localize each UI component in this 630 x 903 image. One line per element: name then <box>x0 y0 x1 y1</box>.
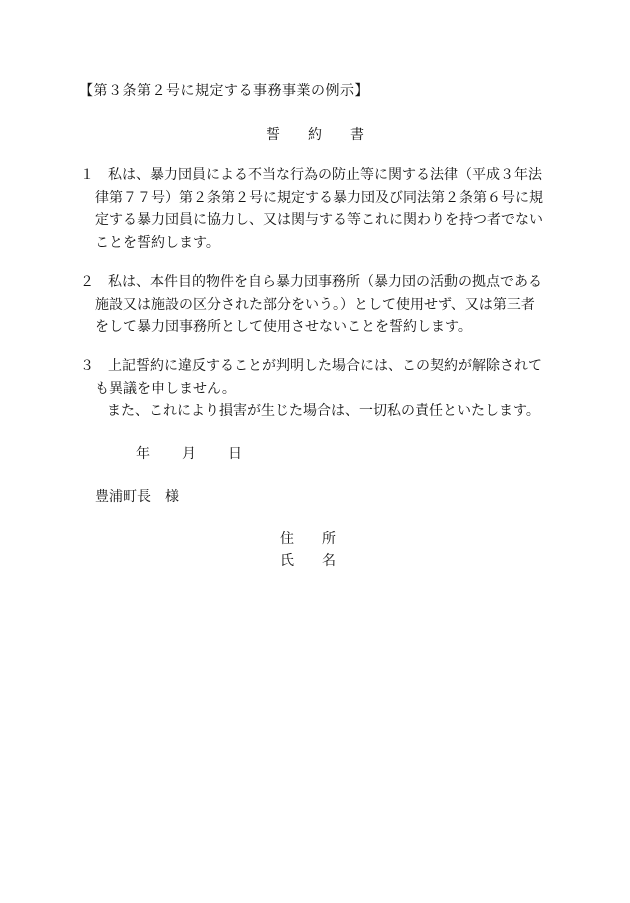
clause-line: をして暴力団事務所として使用させないことを誓約します。 <box>95 319 472 335</box>
document-title <box>0 124 630 144</box>
clause-line <box>80 355 555 378</box>
date-year: 年 <box>136 446 150 462</box>
title-char-2: 約 <box>308 127 322 143</box>
address-label <box>280 528 336 550</box>
clause-line: ことを誓約します。 <box>95 234 220 251</box>
clause-text: 私は、暴力団員による不当な行為の防止等に関する法律（平成３年法 <box>108 167 542 183</box>
title-char-1: 誓 <box>266 127 280 143</box>
clause-number: ３ <box>80 358 94 374</box>
clause-line: また、これにより損害が生じた場合は、一切私の責任といたします。 <box>107 403 540 419</box>
example-heading: 【第３条第２号に規定する事務事業の例示】 <box>79 83 369 99</box>
title-char-3: 書 <box>350 127 364 143</box>
clause-number: １ <box>80 167 94 183</box>
date-month: 月 <box>182 446 196 462</box>
clause-text: 私は、本件目的物件を自ら暴力団事務所（暴力団の活動の拠点である <box>108 274 542 290</box>
name-char-1: 氏 <box>280 553 294 569</box>
signature-block <box>280 528 336 572</box>
clause-1 <box>80 164 555 254</box>
name-label <box>280 550 336 572</box>
clause-line: 施設又は施設の区分された部分をいう。）として使用せず、又は第三者 <box>95 296 535 313</box>
clause-line: 律第７７号）第２条第２号に規定する暴力団及び同法第２条第６号に規 <box>95 189 543 206</box>
clause-number: ２ <box>80 274 94 290</box>
address-char-2: 所 <box>322 531 336 547</box>
clause-3 <box>80 355 555 423</box>
clause-line <box>80 271 555 294</box>
clause-2 <box>80 271 555 339</box>
name-char-2: 名 <box>322 553 336 569</box>
date-day: 日 <box>228 446 242 462</box>
clause-line: 定する暴力団員に協力し、又は関与する等これに関わりを持つ者でない <box>95 212 543 228</box>
addressee: 豊浦町長 様 <box>95 489 179 505</box>
date-line <box>136 443 242 463</box>
clause-text: 上記誓約に違反することが判明した場合には、この契約が解除されて <box>108 358 542 374</box>
clause-line: も異議を申しません。 <box>95 380 236 397</box>
clause-line <box>80 164 555 187</box>
address-char-1: 住 <box>280 531 294 547</box>
